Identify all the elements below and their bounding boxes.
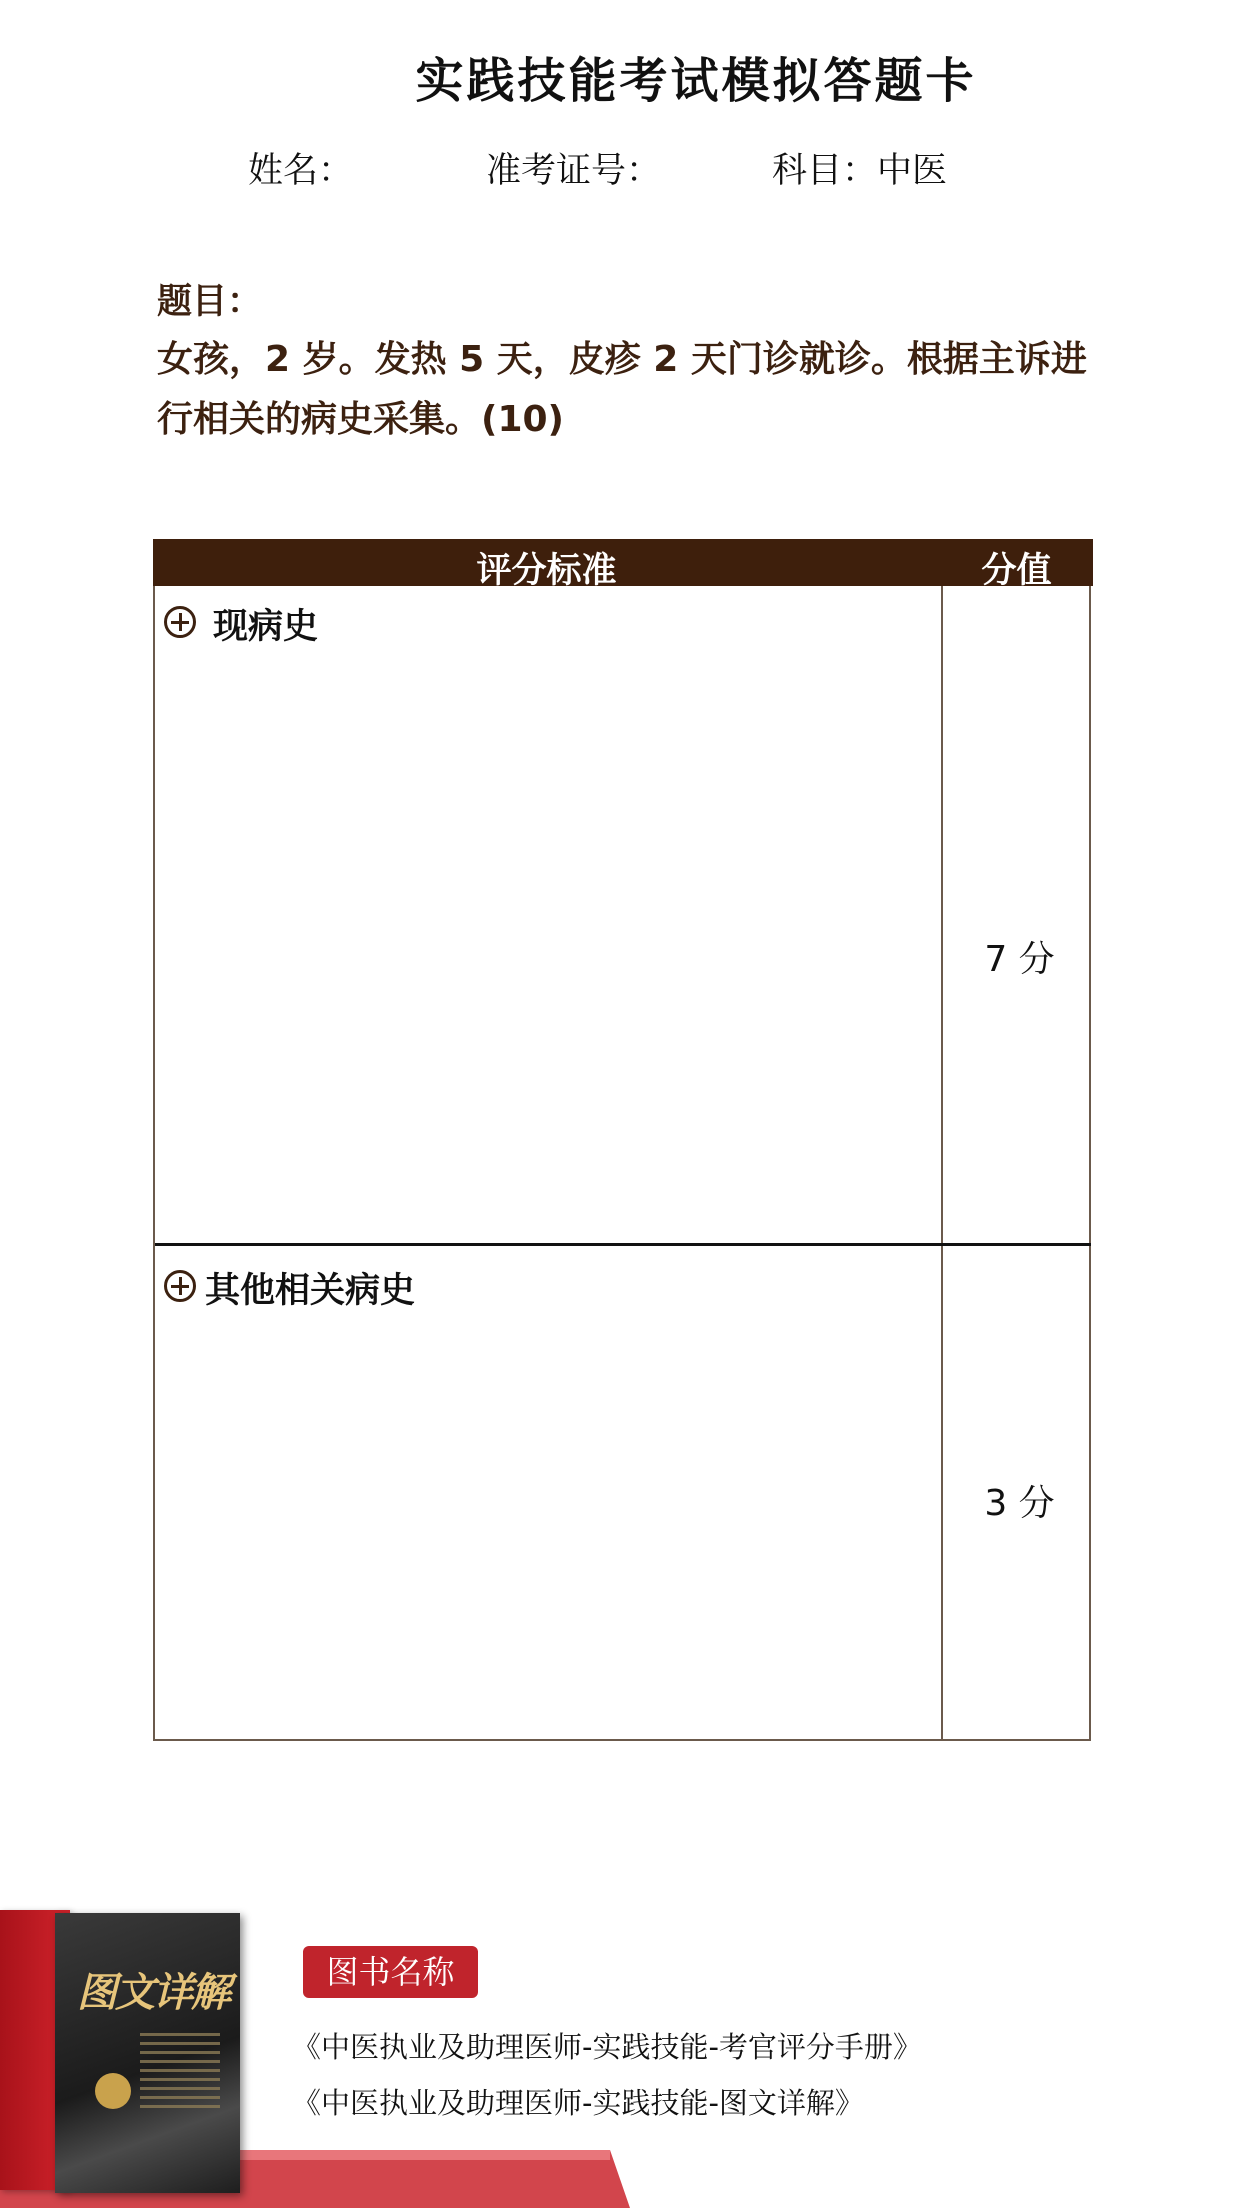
question-text: 女孩，2 岁。发热 5 天，皮疹 2 天门诊就诊。根据主诉进行相关的病史采集。(10) (157, 339, 1087, 440)
question-label: 题目： (157, 282, 263, 322)
header-score: 分值 (981, 551, 1052, 591)
ticket-number-label: 准考证号： (486, 151, 662, 191)
book-cover-title: 图文详解 (77, 1969, 229, 2016)
book-badge-icon (95, 2073, 131, 2109)
circle-plus-icon (164, 606, 196, 638)
header-criteria: 评分标准 (476, 551, 617, 591)
book-name-item: 《中医执业及助理医师-实践技能-考官评分手册》 (292, 2030, 922, 2064)
section-present-history: 现病史 (213, 607, 319, 647)
name-label: 姓名： (248, 151, 354, 191)
page-title: 实践技能考试模拟答题卡 (415, 53, 977, 109)
section-other-history: 其他相关病史 (205, 1271, 416, 1311)
book-name-item: 《中医执业及助理医师-实践技能-图文详解》 (292, 2086, 864, 2120)
subject-label: 科目：中医 (772, 151, 948, 191)
scoring-table (153, 539, 1091, 1741)
table-header (153, 539, 1093, 591)
book-image-cover (55, 1913, 240, 2193)
score-present-history: 7 分 (984, 939, 1055, 980)
circle-plus-icon (164, 1270, 196, 1302)
column-divider (941, 586, 943, 1741)
row-divider (155, 1243, 1091, 1246)
book-name-tag: 图书名称 (303, 1946, 478, 1998)
score-other-history: 3 分 (984, 1483, 1055, 1524)
book-cover-text-lines (140, 2033, 220, 2113)
